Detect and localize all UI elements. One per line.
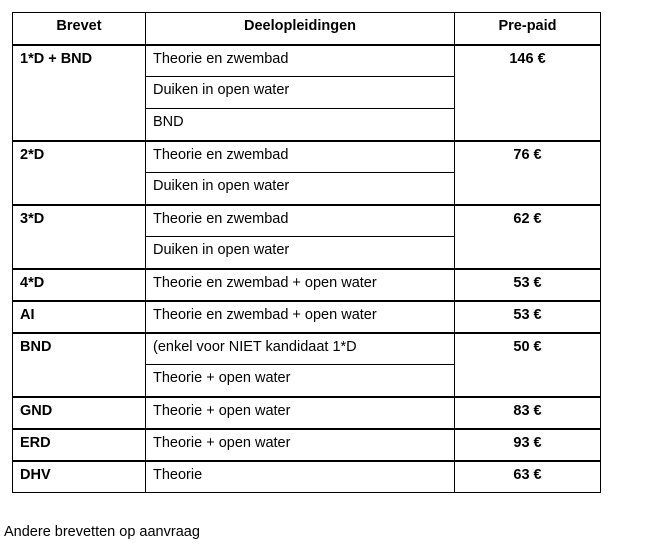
deelopleiding-cell: Theorie en zwembad + open water [146, 301, 455, 333]
table-row [13, 269, 601, 301]
price-table [12, 12, 601, 493]
brevet-cell: AI [13, 301, 146, 333]
brevet-cell: GND [13, 397, 146, 429]
deelopleiding-cell: BND [146, 109, 455, 141]
price-cell: 146 € [455, 45, 601, 141]
table-row [13, 333, 601, 365]
deelopleiding-cell: Duiken in open water [146, 77, 455, 109]
price-cell: 83 € [455, 397, 601, 429]
deelopleiding-cell: Theorie en zwembad [146, 205, 455, 237]
table-row [13, 45, 601, 77]
header-deelopleidingen: Deelopleidingen [146, 13, 455, 45]
table-row [13, 301, 601, 333]
header-brevet: Brevet [13, 13, 146, 45]
brevet-cell: BND [13, 333, 146, 397]
deelopleiding-cell: Duiken in open water [146, 237, 455, 269]
deelopleiding-cell: Theorie en zwembad [146, 45, 455, 77]
brevet-cell: 1*D + BND [13, 45, 146, 141]
table-row [13, 397, 601, 429]
price-cell: 93 € [455, 429, 601, 461]
table-row [13, 429, 601, 461]
header-pre-paid: Pre-paid [455, 13, 601, 45]
table-row [13, 461, 601, 493]
deelopleiding-cell: Theorie + open water [146, 365, 455, 397]
deelopleiding-cell: (enkel voor NIET kandidaat 1*D [146, 333, 455, 365]
deelopleiding-cell: Duiken in open water [146, 173, 455, 205]
deelopleiding-cell: Theorie + open water [146, 429, 455, 461]
price-cell: 62 € [455, 205, 601, 269]
deelopleiding-cell: Theorie + open water [146, 397, 455, 429]
brevet-cell: ERD [13, 429, 146, 461]
price-cell: 50 € [455, 333, 601, 397]
brevet-cell: DHV [13, 461, 146, 493]
price-cell: 63 € [455, 461, 601, 493]
brevet-cell: 2*D [13, 141, 146, 205]
brevet-cell: 4*D [13, 269, 146, 301]
deelopleiding-cell: Theorie en zwembad [146, 141, 455, 173]
deelopleiding-cell: Theorie [146, 461, 455, 493]
table-row [13, 141, 601, 173]
footnote: Andere brevetten op aanvraag [4, 524, 200, 540]
price-cell: 53 € [455, 269, 601, 301]
table-row [13, 205, 601, 237]
price-cell: 53 € [455, 301, 601, 333]
price-cell: 76 € [455, 141, 601, 205]
header-row [13, 13, 601, 45]
brevet-cell: 3*D [13, 205, 146, 269]
deelopleiding-cell: Theorie en zwembad + open water [146, 269, 455, 301]
